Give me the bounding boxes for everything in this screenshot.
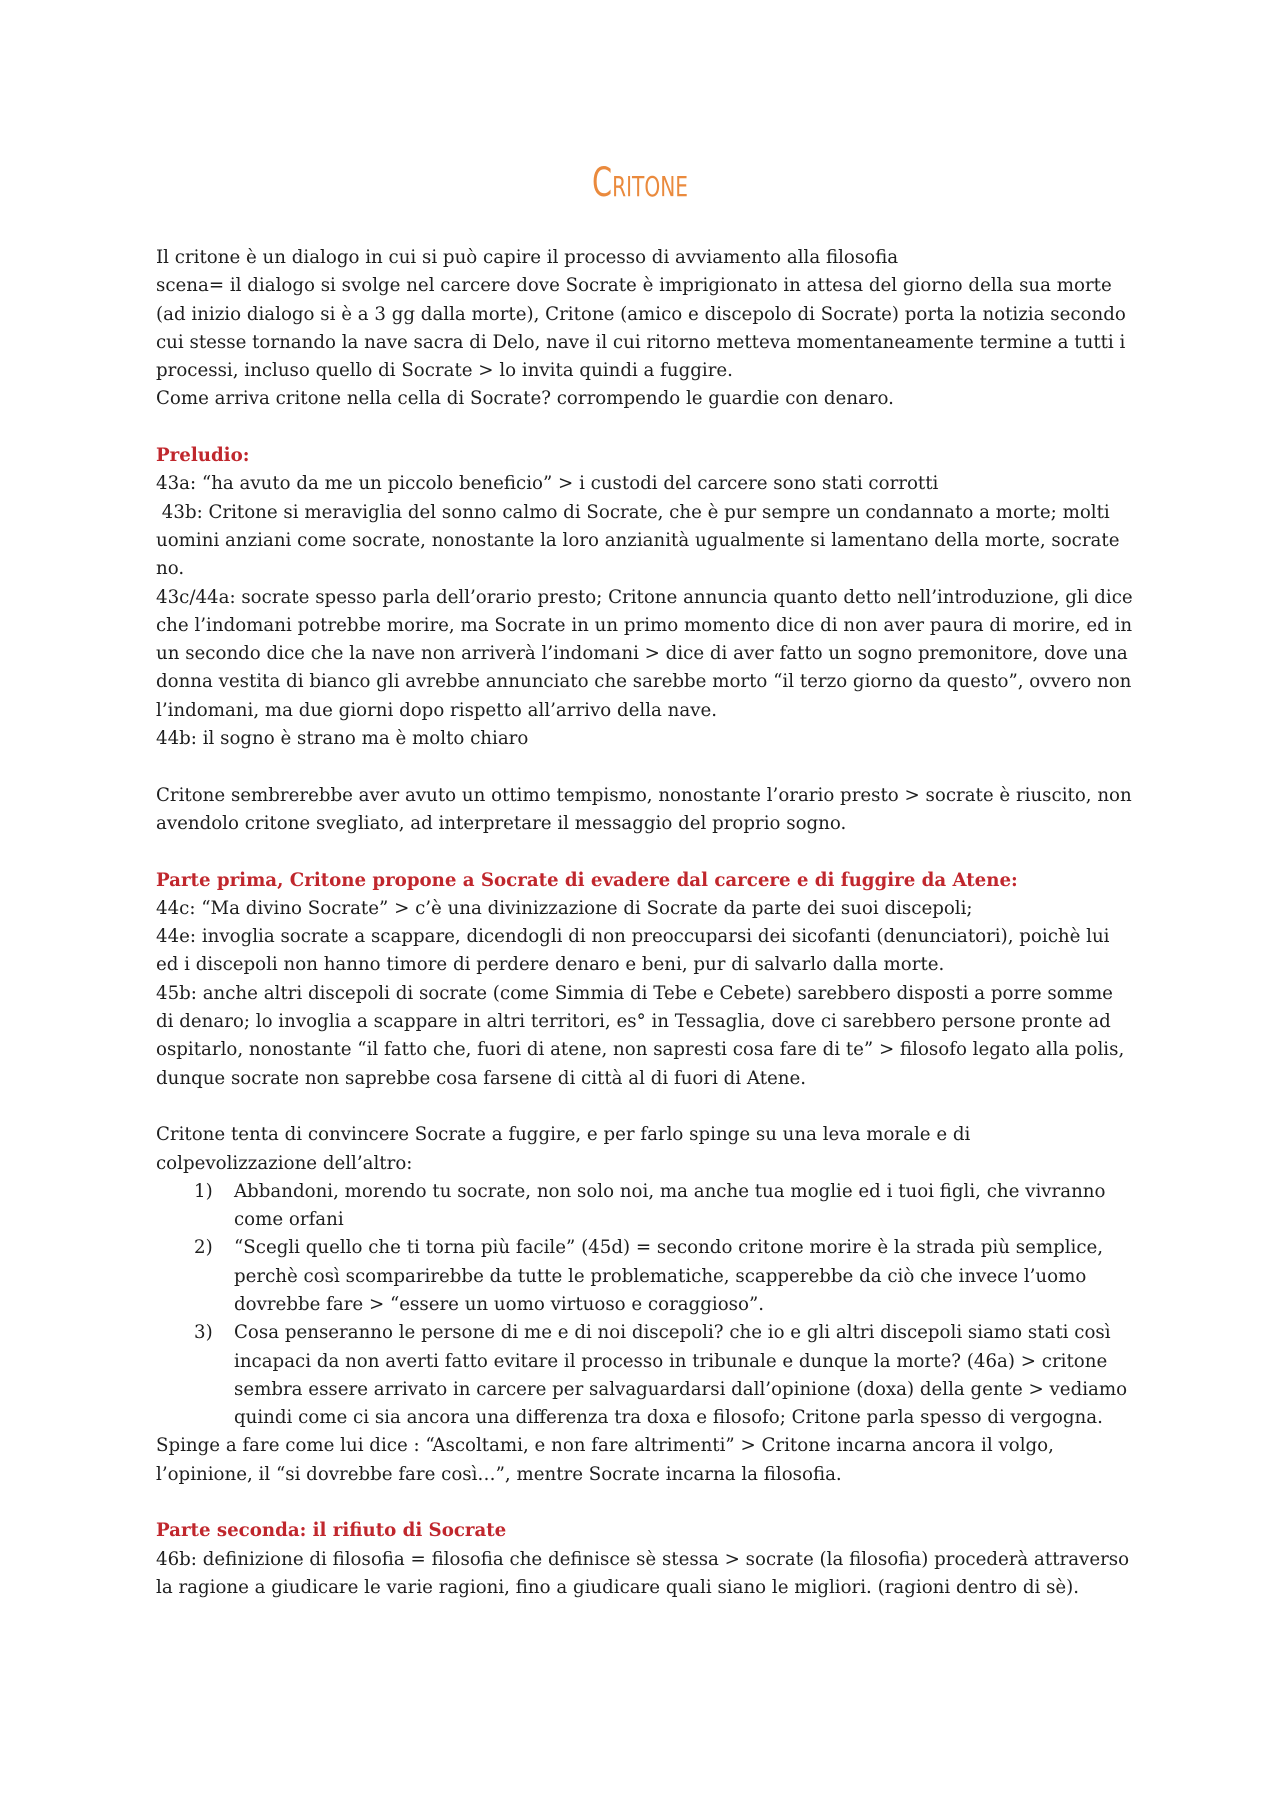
intro-paragraph: scena= il dialogo si svolge nel carcere dove Socrate è imprigionato in attesa del giorno della sua morte (ad inizio dialogo si è a 3 gg dalla morte), Critone (amico e discepolo di Socrate) porta la notizia secondo cui stesse tornando la nave sacra di Delo, nave il cui ritorno metteva momentaneamente termine a tutti i processi, incluso quello di Socrate > lo invita quindi a fuggire.	[156, 275, 1126, 382]
list-item-text: Abbandoni, morendo tu socrate, non solo noi, ma anche tua moglie ed i tuoi figli, che vivranno come orfani	[234, 1180, 1106, 1231]
list-item	[156, 1178, 1136, 1235]
spacer	[156, 1489, 1136, 1517]
intro-line: Come arriva critone nella cella di Socrate? corrompendo le guardie con denaro.	[156, 388, 894, 410]
list-item-number: 2)	[194, 1237, 213, 1259]
preludio-paragraph: 43a: “ha avuto da me un piccolo beneficio” > i custodi del carcere sono stati corrotti	[156, 473, 939, 495]
spacer	[156, 1093, 1136, 1121]
preludio-summary: Critone sembrerebbe aver avuto un ottimo tempismo, nonostante l’orario presto > socrate è riuscito, non avendolo critone svegliato, ad interpretare il messaggio del proprio sogno.	[156, 784, 1132, 834]
list-item	[156, 1319, 1136, 1432]
spacer	[156, 414, 1136, 442]
list-item-text: Cosa penseranno le persone di me e di noi discepoli? che io e gli altri discepoli siamo stati così incapaci da non averti fatto evitare il processo in tribunale e dunque la morte? (46a) > critone sembra essere arrivato in carcere per salvaguardarsi dall’opinione (doxa) della gente > vediamo quindi come ci sia ancora una differenza tra doxa e filosofo; Critone parla spesso di vergogna.	[234, 1322, 1128, 1429]
document-title: Critone	[591, 160, 689, 206]
preludio-paragraph: 44b: il sogno è strano ma è molto chiaro	[156, 728, 529, 750]
document-body	[156, 244, 1136, 1602]
list-intro: Critone tenta di convincere Socrate a fuggire, e per farlo spinge su una leva morale e di colpevolizzazione dell’altro:	[156, 1124, 971, 1174]
preludio-paragraph: 43c/44a: socrate spesso parla dell’orario presto; Critone annuncia quanto detto nell’introduzione, gli dice che l’indomani potrebbe morire, ma Socrate in un primo momento dice di non aver paura di morire, ed in un secondo dice che la nave non arriverà l’indomani > dice di aver fatto un sogno premonitore, dove una donna vestita di bianco gli avrebbe annunciato che sarebbe morto “il terzo giorno da questo”, ovvero non l’indomani, ma due giorni dopo rispetto all’arrivo della nave.	[156, 586, 1133, 721]
list-item-text: “Scegli quello che ti torna più facile” (45d) = secondo critone morire è la strada più semplice, perchè così scomparirebbe da tutte le problematiche, scapperebbe da ciò che invece l’uomo dovrebbe fare > “essere un uomo virtuoso e coraggioso”.	[234, 1237, 1104, 1315]
list-item-number: 3)	[194, 1322, 213, 1344]
parte-prima-paragraph: 44e: invoglia socrate a scappare, dicendogli di non preoccuparsi dei sicofanti (denunciatori), poichè lui ed i discepoli non hanno timore di perdere denaro e beni, pur di salvarlo dalla morte.	[156, 926, 1110, 976]
parte-prima-summary: Spinge a fare come lui dice : “Ascoltami, e non fare altrimenti” > Critone incarna ancora il volgo, l’opinione, il “si dovrebbe fare così…”, mentre Socrate incarna la filosofia.	[156, 1435, 1054, 1485]
parte-prima-paragraph: 44c: “Ma divino Socrate” > c’è una divinizzazione di Socrate da parte dei suoi discepoli;	[156, 897, 973, 919]
spacer	[156, 838, 1136, 866]
list-item-number: 1)	[194, 1180, 213, 1202]
argument-list	[156, 1178, 1136, 1433]
parte-prima-paragraph: 45b: anche altri discepoli di socrate (come Simmia di Tebe e Cebete) sarebbero disposti a porre somme di denaro; lo invoglia a scappare in altri territori, es° in Tessaglia, dove ci sarebbero persone pronte ad ospitarlo, nonostante “il fatto che, fuori di atene, non sapresti cosa fare di te” > filosofo legato alla polis, dunque socrate non saprebbe cosa farsene di città al di fuori di Atene.	[156, 982, 1125, 1089]
section-heading-preludio: Preludio:	[156, 445, 250, 467]
parte-seconda-paragraph: 46b: definizione di filosofia = filosofia che definisce sè stessa > socrate (la filosofia) procederà attraverso la ragione a giudicare le varie ragioni, fino a giudicare quali siano le migliori. (ragioni dentro di sè).	[156, 1548, 1130, 1598]
section-heading-parte-seconda: Parte seconda: il rifiuto di Socrate	[156, 1520, 507, 1542]
list-item	[156, 1234, 1136, 1319]
section-heading-parte-prima: Parte prima, Critone propone a Socrate di evadere dal carcere e di fuggire da Atene:	[156, 869, 1018, 891]
spacer	[156, 753, 1136, 781]
intro-line: Il critone è un dialogo in cui si può capire il processo di avviamento alla filosofia	[156, 247, 899, 268]
preludio-paragraph: 43b: Critone si meraviglia del sonno calmo di Socrate, che è pur sempre un condannato a morte; molti uomini anziani come socrate, nonostante la loro anzianità ugualmente si lamentano della morte, socrate no.	[156, 501, 1126, 580]
